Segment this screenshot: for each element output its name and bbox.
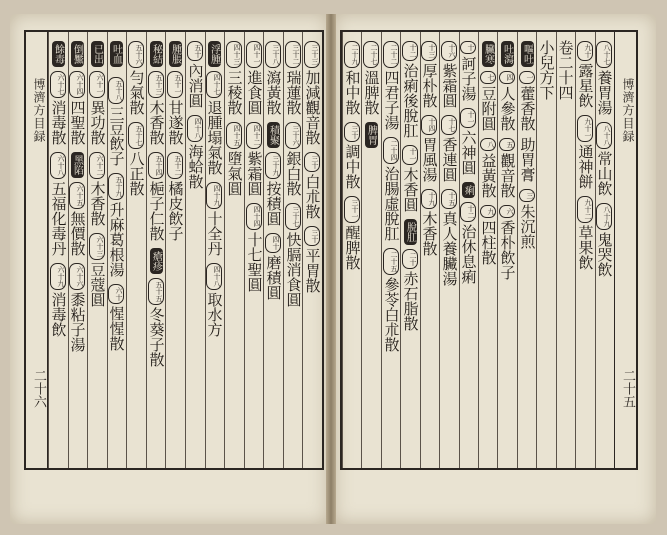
toc-entry <box>108 283 125 351</box>
entry-number: 十二 <box>402 41 418 61</box>
prescription-title: 銀白散 <box>284 151 303 196</box>
toc-entry <box>89 232 106 307</box>
prescription-title: 異功散 <box>88 100 107 145</box>
left-fishtail-title: 博濟方目録 <box>32 78 46 143</box>
entry-number: 六 <box>499 205 515 218</box>
entry-number: 五十四 <box>148 152 164 179</box>
prescription-title: 香連圓 <box>440 137 459 182</box>
prescription-title: 十全丹 <box>205 211 224 256</box>
entry-column <box>593 40 615 283</box>
entry-number: 四十一 <box>246 41 262 68</box>
entry-number: 六十四 <box>69 71 85 98</box>
entry-number: 五十八 <box>108 77 124 104</box>
prescription-title: 草果飲 <box>576 225 595 270</box>
prescription-title: 豆蔻圓 <box>88 262 107 307</box>
entry-number: 十九 <box>421 189 437 209</box>
prescription-title: 退腫塌氣散 <box>205 100 224 175</box>
entry-number: 六十五 <box>69 182 85 209</box>
entry-column <box>125 40 147 202</box>
toc-entry <box>441 40 458 108</box>
entry-number: 十四 <box>421 115 437 135</box>
toc-entry <box>344 195 361 270</box>
category-label: 吐血 <box>110 41 123 67</box>
entry-number: 五十 <box>187 41 203 61</box>
book-gutter <box>326 14 336 524</box>
category-label: 秘結 <box>150 41 163 67</box>
prescription-title: 冬葵子散 <box>147 307 166 367</box>
entry-number: 四十八 <box>206 263 222 290</box>
category-label: 浮腫 <box>208 41 221 67</box>
prescription-title: 取水方 <box>205 292 224 337</box>
prescription-title: 常山飲 <box>595 151 614 196</box>
toc-entry <box>128 121 145 196</box>
toc-entry <box>167 151 184 241</box>
entry-column <box>477 40 499 271</box>
entry-number: 六十二 <box>89 152 105 179</box>
prescription-title: 進食圓 <box>245 70 264 115</box>
prescription-title: 調中散 <box>343 144 362 189</box>
toc-entry <box>480 40 497 131</box>
toc-entry <box>285 202 302 307</box>
entry-number: 五十六 <box>128 41 144 68</box>
prescription-title: 養胃湯 <box>595 70 614 115</box>
entry-column <box>66 40 88 358</box>
entry-number: 七 <box>480 71 496 84</box>
prescription-title: 加減觀音散 <box>303 70 322 145</box>
entry-column <box>496 40 518 286</box>
prescription-title: 訶子湯 <box>459 56 478 101</box>
prescription-title: 木香散 <box>147 100 166 145</box>
entry-number: 九十 <box>577 41 593 61</box>
prescription-title: 藿香散 <box>518 86 537 131</box>
prescription-title: 胃風湯 <box>420 137 439 182</box>
prescription-title: 四君子湯 <box>382 70 401 130</box>
entry-number: 三十九 <box>265 152 281 179</box>
prescription-title: 快膈消食圓 <box>284 232 303 307</box>
entry-number: 四十八 <box>187 115 203 142</box>
prescription-title: 甘遂散 <box>166 100 185 145</box>
prescription-title: 治痢後脫肛 <box>401 63 420 138</box>
entry-column <box>457 40 479 290</box>
entry-column <box>243 40 265 298</box>
entry-column <box>554 40 576 106</box>
entry-number: 十一 <box>460 108 476 128</box>
toc-entry <box>402 144 419 212</box>
prescription-title: 通神餅 <box>576 144 595 189</box>
category-label: 吐瀉 <box>501 41 514 67</box>
entry-number: 三十 <box>344 122 360 142</box>
toc-entry <box>460 40 477 101</box>
toc-entry <box>110 40 123 70</box>
prescription-title: 四柱散 <box>479 220 498 265</box>
entry-number: 九 <box>480 205 496 218</box>
entry-number: 四十五 <box>226 122 242 149</box>
prescription-title: 真人養臟湯 <box>440 211 459 286</box>
prescription-title: 觀音散 <box>498 153 517 198</box>
right-page-frame <box>340 30 638 470</box>
entry-number: 四十三 <box>226 41 242 68</box>
category-label: 嘔吐 <box>521 41 534 67</box>
entry-number: 三十三 <box>304 41 320 68</box>
entry-number: 三十二 <box>285 41 301 68</box>
toc-entry <box>577 195 594 270</box>
entry-number: 六十 <box>108 284 124 304</box>
prescription-title: 磨積圓 <box>264 255 283 300</box>
prescription-title: 十七聖圓 <box>245 232 264 292</box>
prescription-title: 白朮散 <box>303 174 322 219</box>
toc-entry <box>480 204 497 265</box>
entry-number: 三十七 <box>285 203 301 230</box>
prescription-title: 無價散 <box>68 211 87 256</box>
toc-entry <box>167 40 184 145</box>
entry-number: 二十 <box>402 249 418 269</box>
prescription-title: 豆附圓 <box>479 86 498 131</box>
prescription-title: 按積圓 <box>264 181 283 226</box>
prescription-title: 治腸虛脫肛 <box>382 166 401 241</box>
toc-entry <box>402 40 419 138</box>
entry-number: 三十六 <box>285 122 301 149</box>
prescription-title: 木香散 <box>88 181 107 226</box>
toc-entry <box>365 121 378 151</box>
entry-number: 三十一 <box>344 196 360 223</box>
prescription-title: 六神圓 <box>459 130 478 175</box>
prescription-title: 木香圓 <box>401 167 420 212</box>
toc-entry <box>460 181 477 284</box>
entry-column <box>145 40 167 373</box>
category-label: 積聚 <box>267 122 280 148</box>
prescription-title: 三稜散 <box>225 70 244 115</box>
toc-entry <box>304 40 321 145</box>
prescription-title: 升麻葛根湯 <box>107 202 126 277</box>
entry-column <box>262 40 284 306</box>
toc-entry <box>108 76 125 166</box>
toc-entry <box>519 188 536 249</box>
entry-number: 二十五 <box>383 248 399 275</box>
entry-number: 五十三 <box>148 71 164 98</box>
toc-entry <box>383 40 400 130</box>
entry-number: 三十 <box>304 152 320 172</box>
toc-entry <box>363 40 380 115</box>
prescription-title: 八正散 <box>127 151 146 196</box>
prescription-title: 和中散 <box>343 70 362 115</box>
prescription-title: 木香散 <box>420 211 439 256</box>
entry-number: 十六 <box>441 41 457 61</box>
entry-column <box>301 40 323 299</box>
category-label: 痢 <box>462 182 475 198</box>
entry-column <box>164 40 186 247</box>
toc-entry <box>50 151 67 256</box>
entry-number: 二十九 <box>344 41 360 68</box>
right-page-number: 二十五 <box>620 369 635 408</box>
toc-entry <box>50 40 67 145</box>
toc-entry <box>206 181 223 256</box>
category-label: 腫脹 <box>169 41 182 67</box>
entry-column <box>203 40 225 343</box>
category-label: 脫肛 <box>404 219 417 245</box>
prescription-title: 露星飲 <box>576 63 595 108</box>
section-heading: 小兒方下 <box>537 40 556 100</box>
entry-number: 二十二 <box>383 41 399 68</box>
toc-entry <box>577 40 594 108</box>
prescription-title: 三豆飲子 <box>107 106 126 166</box>
toc-entry <box>89 40 106 145</box>
entry-column <box>535 40 557 106</box>
toc-entry <box>421 188 438 256</box>
entry-column <box>86 40 108 313</box>
toc-entry <box>148 151 165 241</box>
entry-number: 三 <box>519 189 535 202</box>
category-label: 瘡疹 <box>150 248 163 274</box>
entry-column <box>574 40 596 276</box>
toc-entry <box>265 232 282 300</box>
toc-entry <box>206 262 223 337</box>
entry-number: 六十七 <box>50 71 66 98</box>
prescription-title: 赤石脂散 <box>401 271 420 331</box>
entry-number: 三十 <box>304 226 320 246</box>
entry-number: 五十九 <box>108 173 124 200</box>
toc-entry <box>499 40 516 131</box>
prescription-title: 人參散 <box>498 86 517 131</box>
entry-number: 四十九 <box>206 182 222 209</box>
toc-entry <box>538 40 555 100</box>
prescription-title: 溫脾散 <box>362 70 381 115</box>
toc-entry <box>344 40 361 115</box>
toc-entry <box>69 262 86 352</box>
entry-column <box>282 40 304 313</box>
entry-number: 四十二 <box>246 122 262 149</box>
toc-entry <box>226 40 243 115</box>
toc-entry <box>226 121 243 196</box>
prescription-title: 紫霜圓 <box>245 151 264 196</box>
entry-number: 一 <box>519 71 535 84</box>
left-page-number: 二十六 <box>31 369 46 408</box>
entry-column <box>105 40 127 357</box>
prescription-title: 瀉黃散 <box>264 70 283 115</box>
entry-number: 八十七 <box>596 41 612 68</box>
entry-number: 四 <box>499 71 515 84</box>
entry-number: 八十八 <box>596 122 612 149</box>
toc-entry <box>148 40 165 145</box>
toc-entry <box>383 247 400 352</box>
entry-number: 十 <box>460 41 476 54</box>
prescription-title: 朱沉煎 <box>518 204 537 249</box>
entry-column <box>516 40 538 255</box>
toc-entry <box>499 137 516 198</box>
category-label: 倒黶 <box>71 41 84 67</box>
toc-entry <box>596 121 613 196</box>
entry-number: 四十七 <box>206 71 222 98</box>
toc-entry <box>383 136 400 241</box>
toc-entry <box>596 202 613 277</box>
toc-entry <box>265 121 282 226</box>
prescription-title: 消毒散 <box>49 100 68 145</box>
toc-entry <box>265 40 282 115</box>
entry-number: 十二 <box>460 202 476 222</box>
toc-entry <box>344 121 361 189</box>
entry-number: 九十一 <box>577 115 593 142</box>
left-page-frame <box>24 30 324 470</box>
toc-entry <box>304 225 321 293</box>
entry-number: 五 <box>499 138 515 151</box>
entry-number: 八十九 <box>596 203 612 230</box>
left-fishtail <box>26 32 48 468</box>
entry-number: 五十二 <box>167 152 183 179</box>
toc-entry <box>148 247 165 367</box>
toc-entry <box>499 204 516 280</box>
right-fishtail <box>614 32 636 468</box>
toc-entry <box>285 121 302 196</box>
prescription-title: 平胃散 <box>303 248 322 293</box>
toc-entry <box>421 114 438 182</box>
entry-number: 十七 <box>441 115 457 135</box>
entry-number: 九十二 <box>577 196 593 223</box>
entry-column <box>341 40 363 276</box>
toc-entry <box>246 121 263 196</box>
toc-entry <box>304 151 321 219</box>
category-label: 臟寒 <box>482 41 495 67</box>
category-label: 脾胃 <box>365 122 378 148</box>
prescription-title: 紫霜圓 <box>440 63 459 108</box>
entry-column <box>438 40 460 292</box>
toc-entry <box>421 40 438 108</box>
prescription-title: 助胃膏 <box>518 137 537 182</box>
prescription-title: 惺惺散 <box>107 306 126 351</box>
entry-number: 五十七 <box>128 122 144 149</box>
prescription-title: 橘皮飲子 <box>166 181 185 241</box>
section-heading: 卷二十四 <box>556 40 575 100</box>
toc-entry <box>519 40 536 131</box>
prescription-title: 瑞蓮散 <box>284 70 303 115</box>
entry-number: 三十八 <box>265 41 281 68</box>
entry-column <box>184 40 206 195</box>
toc-entry <box>246 40 263 115</box>
entry-number: 二十四 <box>383 137 399 164</box>
entry-number: 四十 <box>265 233 281 253</box>
entry-number: 五十一 <box>167 71 183 98</box>
entry-number: 二十七 <box>363 41 379 68</box>
entry-number: 五十五 <box>148 278 164 305</box>
entry-number: 六十九 <box>50 263 66 290</box>
prescription-title: 海蛤散 <box>186 144 205 189</box>
toc-entry <box>50 262 67 337</box>
toc-entry <box>187 114 204 189</box>
toc-entry <box>441 114 458 182</box>
prescription-title: 厚朴散 <box>420 63 439 108</box>
prescription-title: 治休息痢 <box>459 224 478 284</box>
entry-column <box>47 40 69 343</box>
toc-entry <box>557 40 574 100</box>
toc-entry <box>206 40 223 175</box>
right-fishtail-title: 博濟方目録 <box>621 78 635 143</box>
entry-number: 十一 <box>402 145 418 165</box>
prescription-title: 勻氣散 <box>127 70 146 115</box>
prescription-title: 益黃散 <box>479 153 498 198</box>
entry-number: 八 <box>480 138 496 151</box>
toc-entry <box>187 40 204 108</box>
toc-entry <box>519 137 536 182</box>
prescription-title: 參苓白朮散 <box>382 277 401 352</box>
entry-number: 十三 <box>421 41 437 61</box>
toc-entry <box>246 202 263 292</box>
entry-number: 六十八 <box>50 152 66 179</box>
entry-number: 六十六 <box>69 263 85 290</box>
entry-column <box>223 40 245 202</box>
toc-entry <box>480 137 497 198</box>
toc-entry <box>596 40 613 115</box>
category-label: 餘毒 <box>52 41 65 67</box>
entry-column <box>399 40 421 337</box>
prescription-title: 消毒飲 <box>49 292 68 337</box>
prescription-title: 四聖散 <box>68 100 87 145</box>
category-label: 黑陷 <box>71 152 84 178</box>
entry-number: 四十四 <box>246 203 262 230</box>
prescription-title: 內消圓 <box>186 63 205 108</box>
toc-entry <box>402 218 419 331</box>
entry-column <box>380 40 402 358</box>
prescription-title: 香朴飲子 <box>498 220 517 280</box>
category-label: 已出 <box>91 41 104 67</box>
prescription-title: 墮氣圓 <box>225 151 244 196</box>
entry-number: 六十一 <box>89 71 105 98</box>
toc-entry <box>89 151 106 226</box>
toc-entry <box>285 40 302 115</box>
toc-entry <box>108 172 125 277</box>
toc-entry <box>441 188 458 286</box>
toc-entry <box>69 151 86 256</box>
toc-entry <box>69 40 86 145</box>
toc-entry <box>128 40 145 115</box>
prescription-title: 醒脾散 <box>343 225 362 270</box>
entry-number: 六十三 <box>89 233 105 260</box>
toc-entry <box>577 114 594 189</box>
entry-column <box>418 40 440 262</box>
entry-column <box>360 40 382 157</box>
prescription-title: 鬼哭飲 <box>595 232 614 277</box>
prescription-title: 黍粘子湯 <box>68 292 87 352</box>
toc-entry <box>460 107 477 175</box>
entry-number: 十五 <box>441 189 457 209</box>
prescription-title: 梔子仁散 <box>147 181 166 241</box>
prescription-title: 五福化毒丹 <box>49 181 68 256</box>
